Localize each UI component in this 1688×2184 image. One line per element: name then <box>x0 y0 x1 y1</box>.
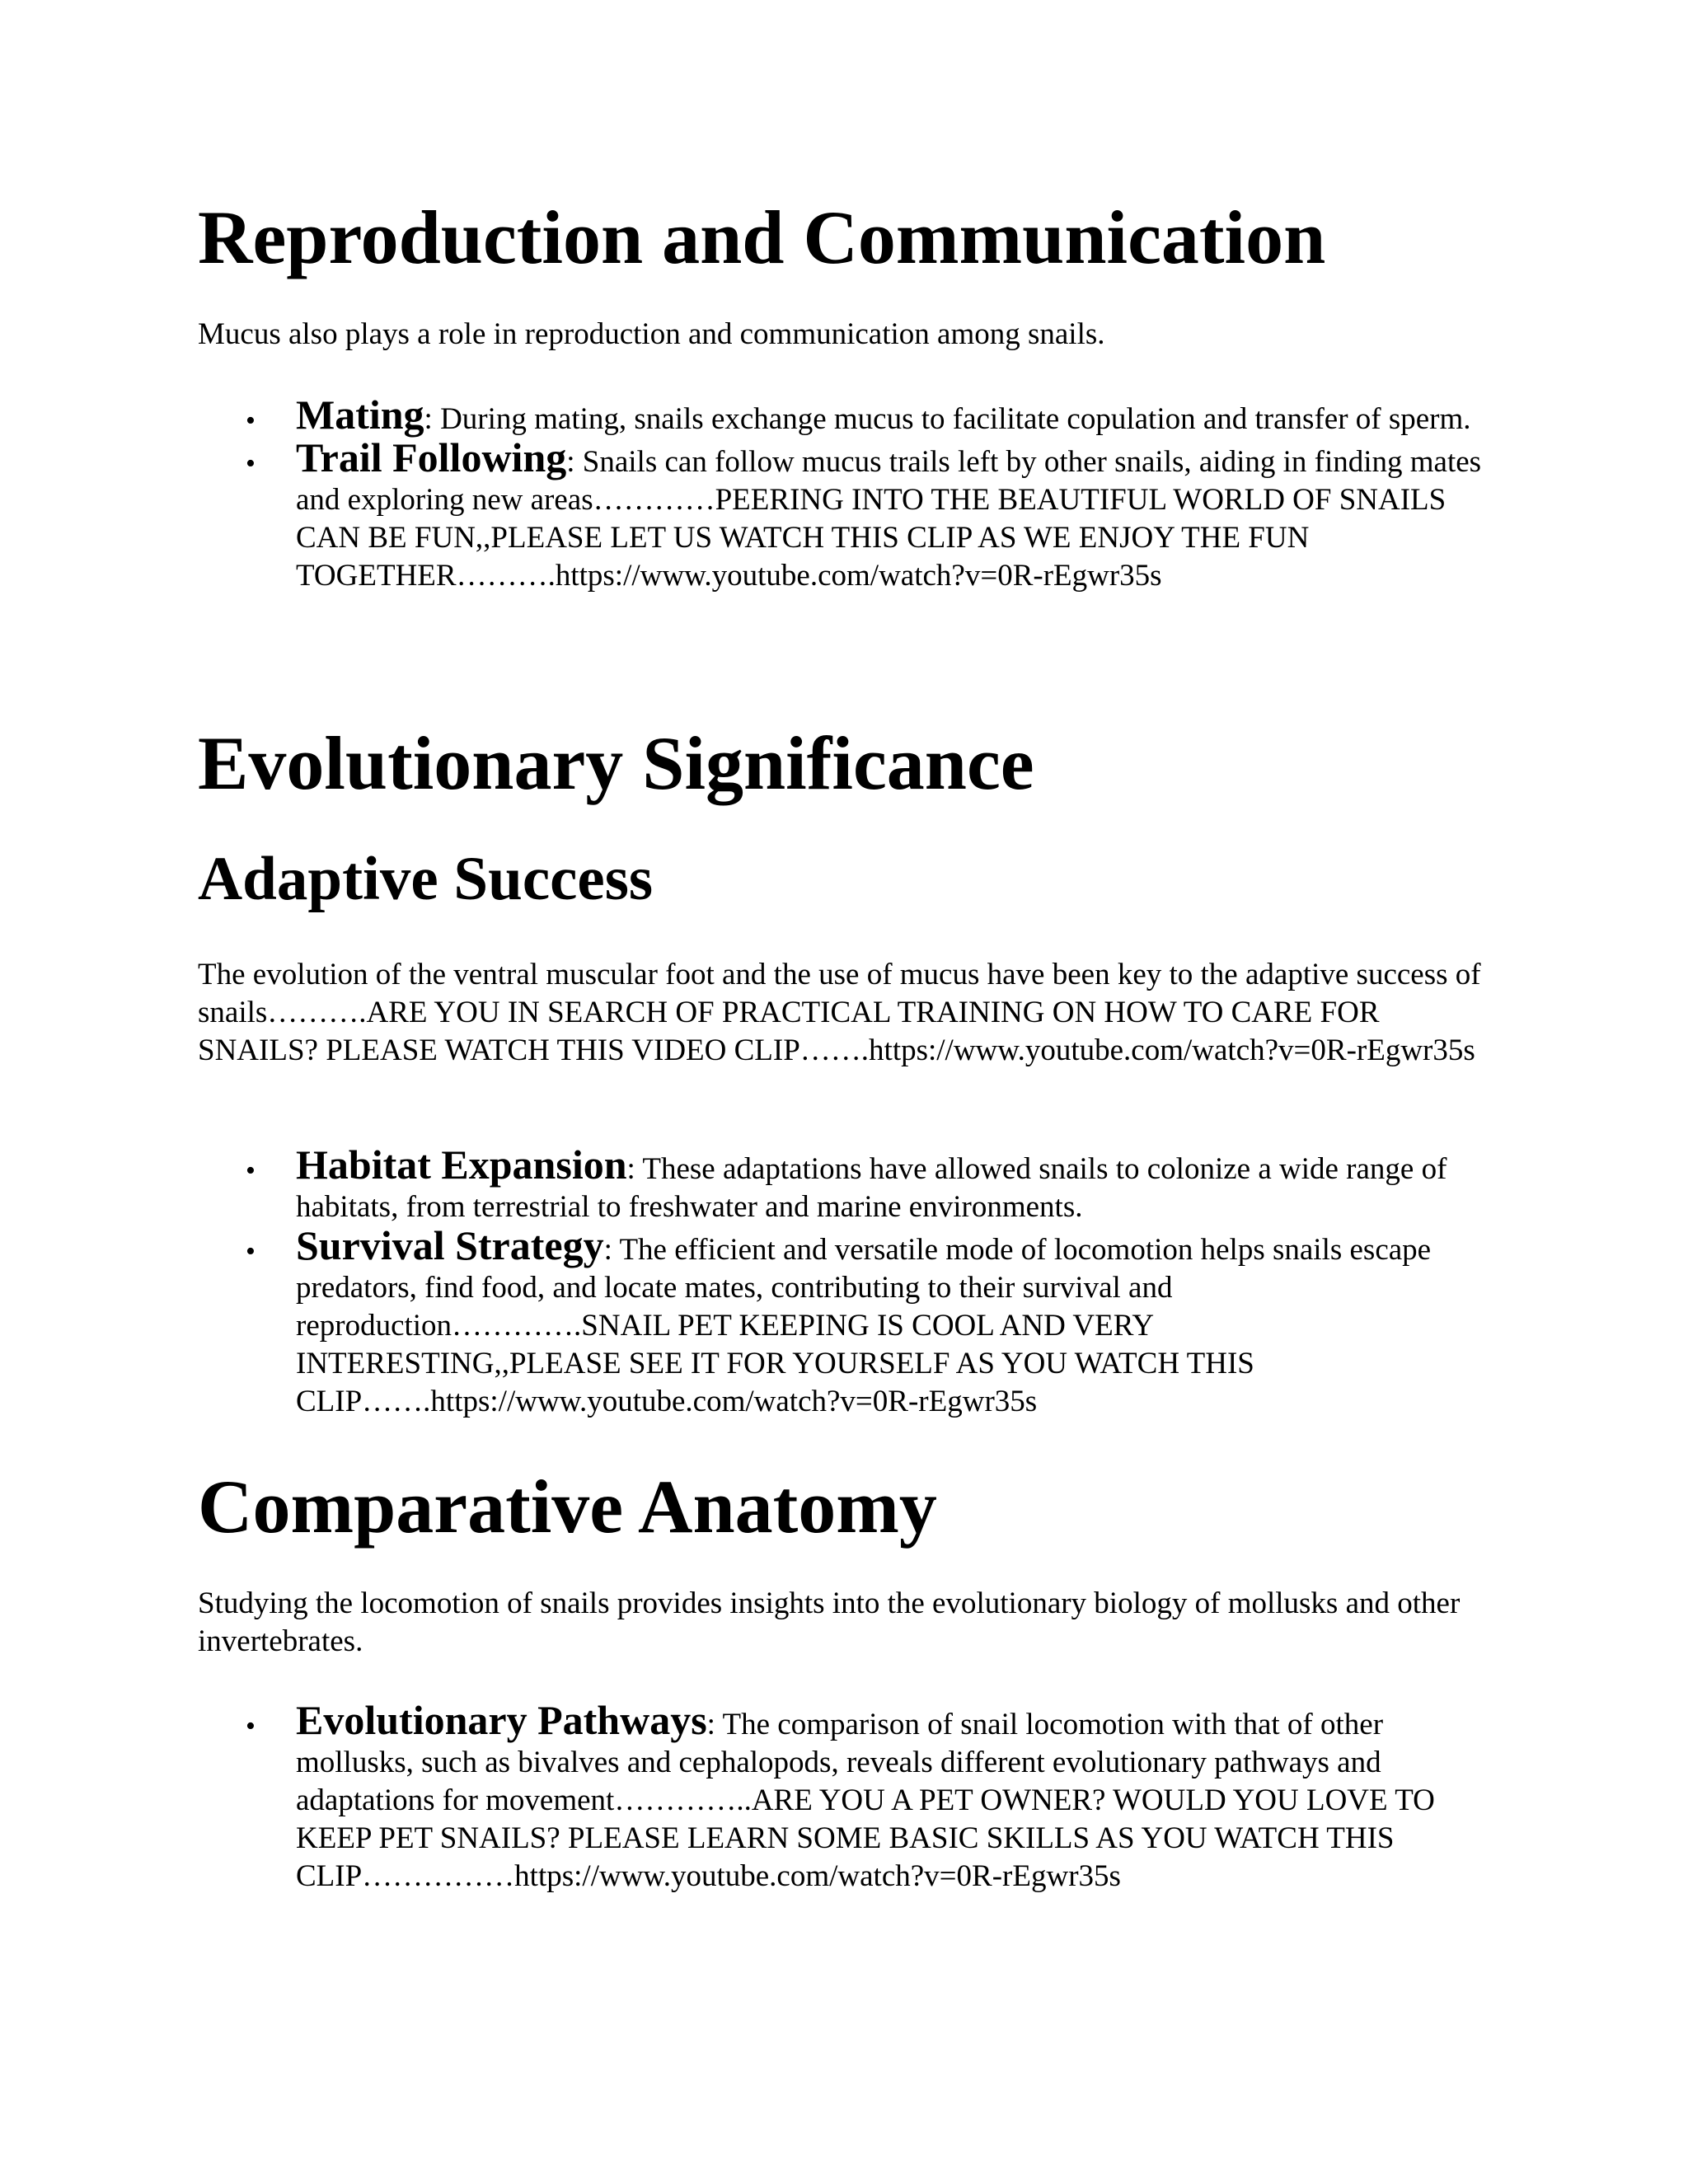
list-item-habitat-expansion <box>198 1141 1484 1226</box>
item-text-mating: : During mating, snails exchange mucus to facilitate copulation and transfer of sperm. <box>424 402 1471 436</box>
item-text-habitat-expansion: : These adaptations have allowed snails to colonize a wide range of habitats, from terrestrial to freshwater and marine environments. <box>296 1152 1447 1224</box>
bullet-icon: • <box>246 1155 256 1186</box>
term-habitat-expansion: Habitat Expansion <box>296 1141 627 1188</box>
term-mating: Mating <box>296 391 424 438</box>
item-text-survival-strategy: : The efficient and versatile mode of locomotion helps snails escape predators, find food, and locate mates, contributing to their survival and reproduction………….SNAIL PET KEEPING IS COOL AND VERY INTERESTING,,PLEASE SEE IT FOR YOURSELF AS YOU WATCH THIS CLIP…….https://www.youtube.com/watch?v=0R-rEgwr35s <box>296 1233 1432 1418</box>
bullet-list-reproduction <box>198 391 1484 595</box>
bullet-icon: • <box>246 405 256 436</box>
list-item-mating <box>198 391 1484 438</box>
section-intro-reproduction: Mucus also plays a role in reproduction and communication among snails. <box>198 317 1105 351</box>
bullet-icon: • <box>246 1711 256 1741</box>
item-text-trail-following: : Snails can follow mucus trails left by other snails, aiding in finding mates and exploring new areas…………PEERING INTO THE BEAUTIFUL WORLD OF SNAILS CAN BE FUN,,PLEASE LET US WATCH THIS CLIP AS WE ENJOY THE FUN TOGETHER……….https://www.youtube.com/watch?v=0R-rEgwr35s <box>296 445 1482 593</box>
section-intro-comparative: Studying the locomotion of snails provides insights into the evolutionary biology of mollusks and other invertebrates. <box>198 1586 1461 1658</box>
bullet-list-evolutionary <box>198 1141 1484 1421</box>
section-heading-reproduction: Reproduction and Communication <box>198 195 1326 279</box>
section-intro-adaptive: The evolution of the ventral muscular foot and the use of mucus have been key to the adaptive success of snails……….ARE YOU IN SEARCH OF PRACTICAL TRAINING ON HOW TO CARE FOR SNAILS? PLEASE WATCH THIS VIDEO CLIP…….https://www.youtube.com/watch?v=0R-rEgwr35s <box>198 958 1481 1067</box>
term-trail-following: Trail Following <box>296 434 567 480</box>
section-heading-evolutionary: Evolutionary Significance <box>198 721 1034 805</box>
list-item-evolutionary-pathways <box>198 1697 1484 1896</box>
list-item-survival-strategy <box>198 1222 1484 1421</box>
section-heading-comparative: Comparative Anatomy <box>198 1465 937 1549</box>
subheading-adaptive-success: Adaptive Success <box>198 845 654 913</box>
item-text-evolutionary-pathways: : The comparison of snail locomotion with that of other mollusks, such as bivalves and cephalopods, reveals different evolutionary pathways and adaptations for movement…………..ARE YOU A PET OWNER? WOULD YOU LOVE TO KEEP PET SNAILS? PLEASE LEARN SOME BASIC SKILLS AS YOU WATCH THIS CLIP……………https://www.youtube.com/watch?v=0R-rEgwr35s <box>296 1708 1435 1893</box>
term-evolutionary-pathways: Evolutionary Pathways <box>296 1697 707 1743</box>
bullet-list-comparative <box>198 1697 1484 1896</box>
bullet-icon: • <box>246 1236 256 1267</box>
bullet-icon: • <box>246 448 256 479</box>
term-survival-strategy: Survival Strategy <box>296 1222 604 1268</box>
list-item-trail-following <box>198 434 1484 595</box>
